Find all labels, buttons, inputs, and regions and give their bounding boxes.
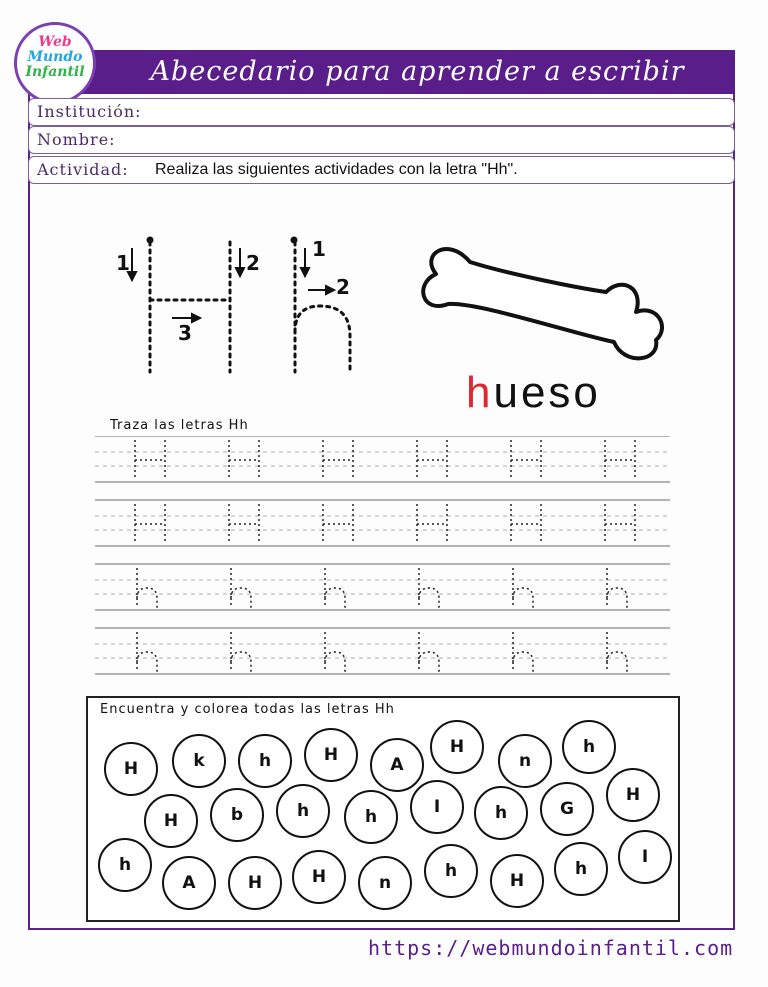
trace-letter-H[interactable] xyxy=(323,504,353,544)
letter-circle[interactable]: G xyxy=(540,782,594,836)
letter-circle[interactable]: H xyxy=(304,728,358,782)
trace-rows xyxy=(95,436,670,676)
picture-word xyxy=(466,368,601,418)
step-label: 1 xyxy=(312,237,326,261)
trace-letter-h[interactable] xyxy=(231,568,251,608)
letter-circle[interactable]: n xyxy=(498,734,552,788)
step-label: 1 xyxy=(116,251,130,275)
trace-letter-h[interactable] xyxy=(231,632,251,672)
letter-circle[interactable]: h xyxy=(344,790,398,844)
letter-circle[interactable]: b xyxy=(210,788,264,842)
letter-circle[interactable]: A xyxy=(370,738,424,792)
letter-circle[interactable]: h xyxy=(276,784,330,838)
trace-letter-h[interactable] xyxy=(137,568,157,608)
trace-letter-H[interactable] xyxy=(511,504,541,544)
letter-circle[interactable]: A xyxy=(162,856,216,910)
trace-letter-h[interactable] xyxy=(419,632,439,672)
letter-circle[interactable]: h xyxy=(238,734,292,788)
trace-letter-H[interactable] xyxy=(135,440,165,480)
letter-circle[interactable]: H xyxy=(430,720,484,774)
stroke-order-guide xyxy=(110,232,370,382)
logo-line-mundo: Mundo xyxy=(27,49,83,65)
institucion-label: Institución: xyxy=(37,102,142,121)
footer-url[interactable]: https://webmundoinfantil.com xyxy=(368,936,734,960)
letter-circle[interactable]: k xyxy=(172,734,226,788)
trace-letter-H[interactable] xyxy=(229,440,259,480)
trace-letter-h[interactable] xyxy=(137,632,157,672)
trace-letter-H[interactable] xyxy=(605,504,635,544)
word-first-letter: h xyxy=(466,368,494,417)
logo xyxy=(14,22,96,104)
actividad-label: Actividad: xyxy=(37,160,129,179)
trace-letter-H[interactable] xyxy=(417,440,447,480)
letter-circle[interactable]: h xyxy=(554,842,608,896)
page-title: Abecedario para aprender a escribir xyxy=(150,56,685,87)
bone-icon xyxy=(418,232,666,372)
institucion-field[interactable] xyxy=(28,98,735,126)
find-title: Encuentra y colorea todas las letras Hh xyxy=(100,702,395,717)
trace-letter-h[interactable] xyxy=(325,632,345,672)
logo-line-infantil: Infantil xyxy=(25,64,85,80)
letter-circle[interactable]: I xyxy=(410,780,464,834)
step-label: 3 xyxy=(178,321,192,345)
step-label: 2 xyxy=(336,275,350,299)
letter-circle[interactable]: h xyxy=(424,844,478,898)
trace-letter-H[interactable] xyxy=(135,504,165,544)
trace-letter-H[interactable] xyxy=(229,504,259,544)
letter-circle[interactable]: h xyxy=(98,838,152,892)
letter-circle[interactable]: H xyxy=(144,794,198,848)
trace-letter-H[interactable] xyxy=(323,440,353,480)
nombre-field[interactable] xyxy=(28,126,735,154)
letter-circle[interactable]: H xyxy=(606,768,660,822)
nombre-label: Nombre: xyxy=(37,130,116,149)
letter-circle[interactable]: H xyxy=(292,850,346,904)
actividad-field xyxy=(28,156,735,184)
letter-circle[interactable]: H xyxy=(228,856,282,910)
trace-letter-H[interactable] xyxy=(511,440,541,480)
letter-circle[interactable]: H xyxy=(490,854,544,908)
letter-circle[interactable]: H xyxy=(104,742,158,796)
find-letters-box xyxy=(86,696,680,922)
trace-letter-H[interactable] xyxy=(605,440,635,480)
trace-letter-h[interactable] xyxy=(325,568,345,608)
trace-letter-h[interactable] xyxy=(419,568,439,608)
logo-line-web: Web xyxy=(38,34,72,50)
step-label: 2 xyxy=(246,251,260,275)
trace-letter-h[interactable] xyxy=(513,568,533,608)
trace-title: Traza las letras Hh xyxy=(110,418,249,433)
trace-letter-h[interactable] xyxy=(513,632,533,672)
letter-circle[interactable]: h xyxy=(562,720,616,774)
letter-circle[interactable]: h xyxy=(474,786,528,840)
trace-letter-h[interactable] xyxy=(607,568,627,608)
trace-letter-H[interactable] xyxy=(417,504,447,544)
letter-circle[interactable]: n xyxy=(358,856,412,910)
letter-circle[interactable]: I xyxy=(618,830,672,884)
actividad-text: Realiza las siguientes actividades con la letra "Hh". xyxy=(155,161,518,178)
word-rest: ueso xyxy=(493,368,601,417)
trace-letter-h[interactable] xyxy=(607,632,627,672)
